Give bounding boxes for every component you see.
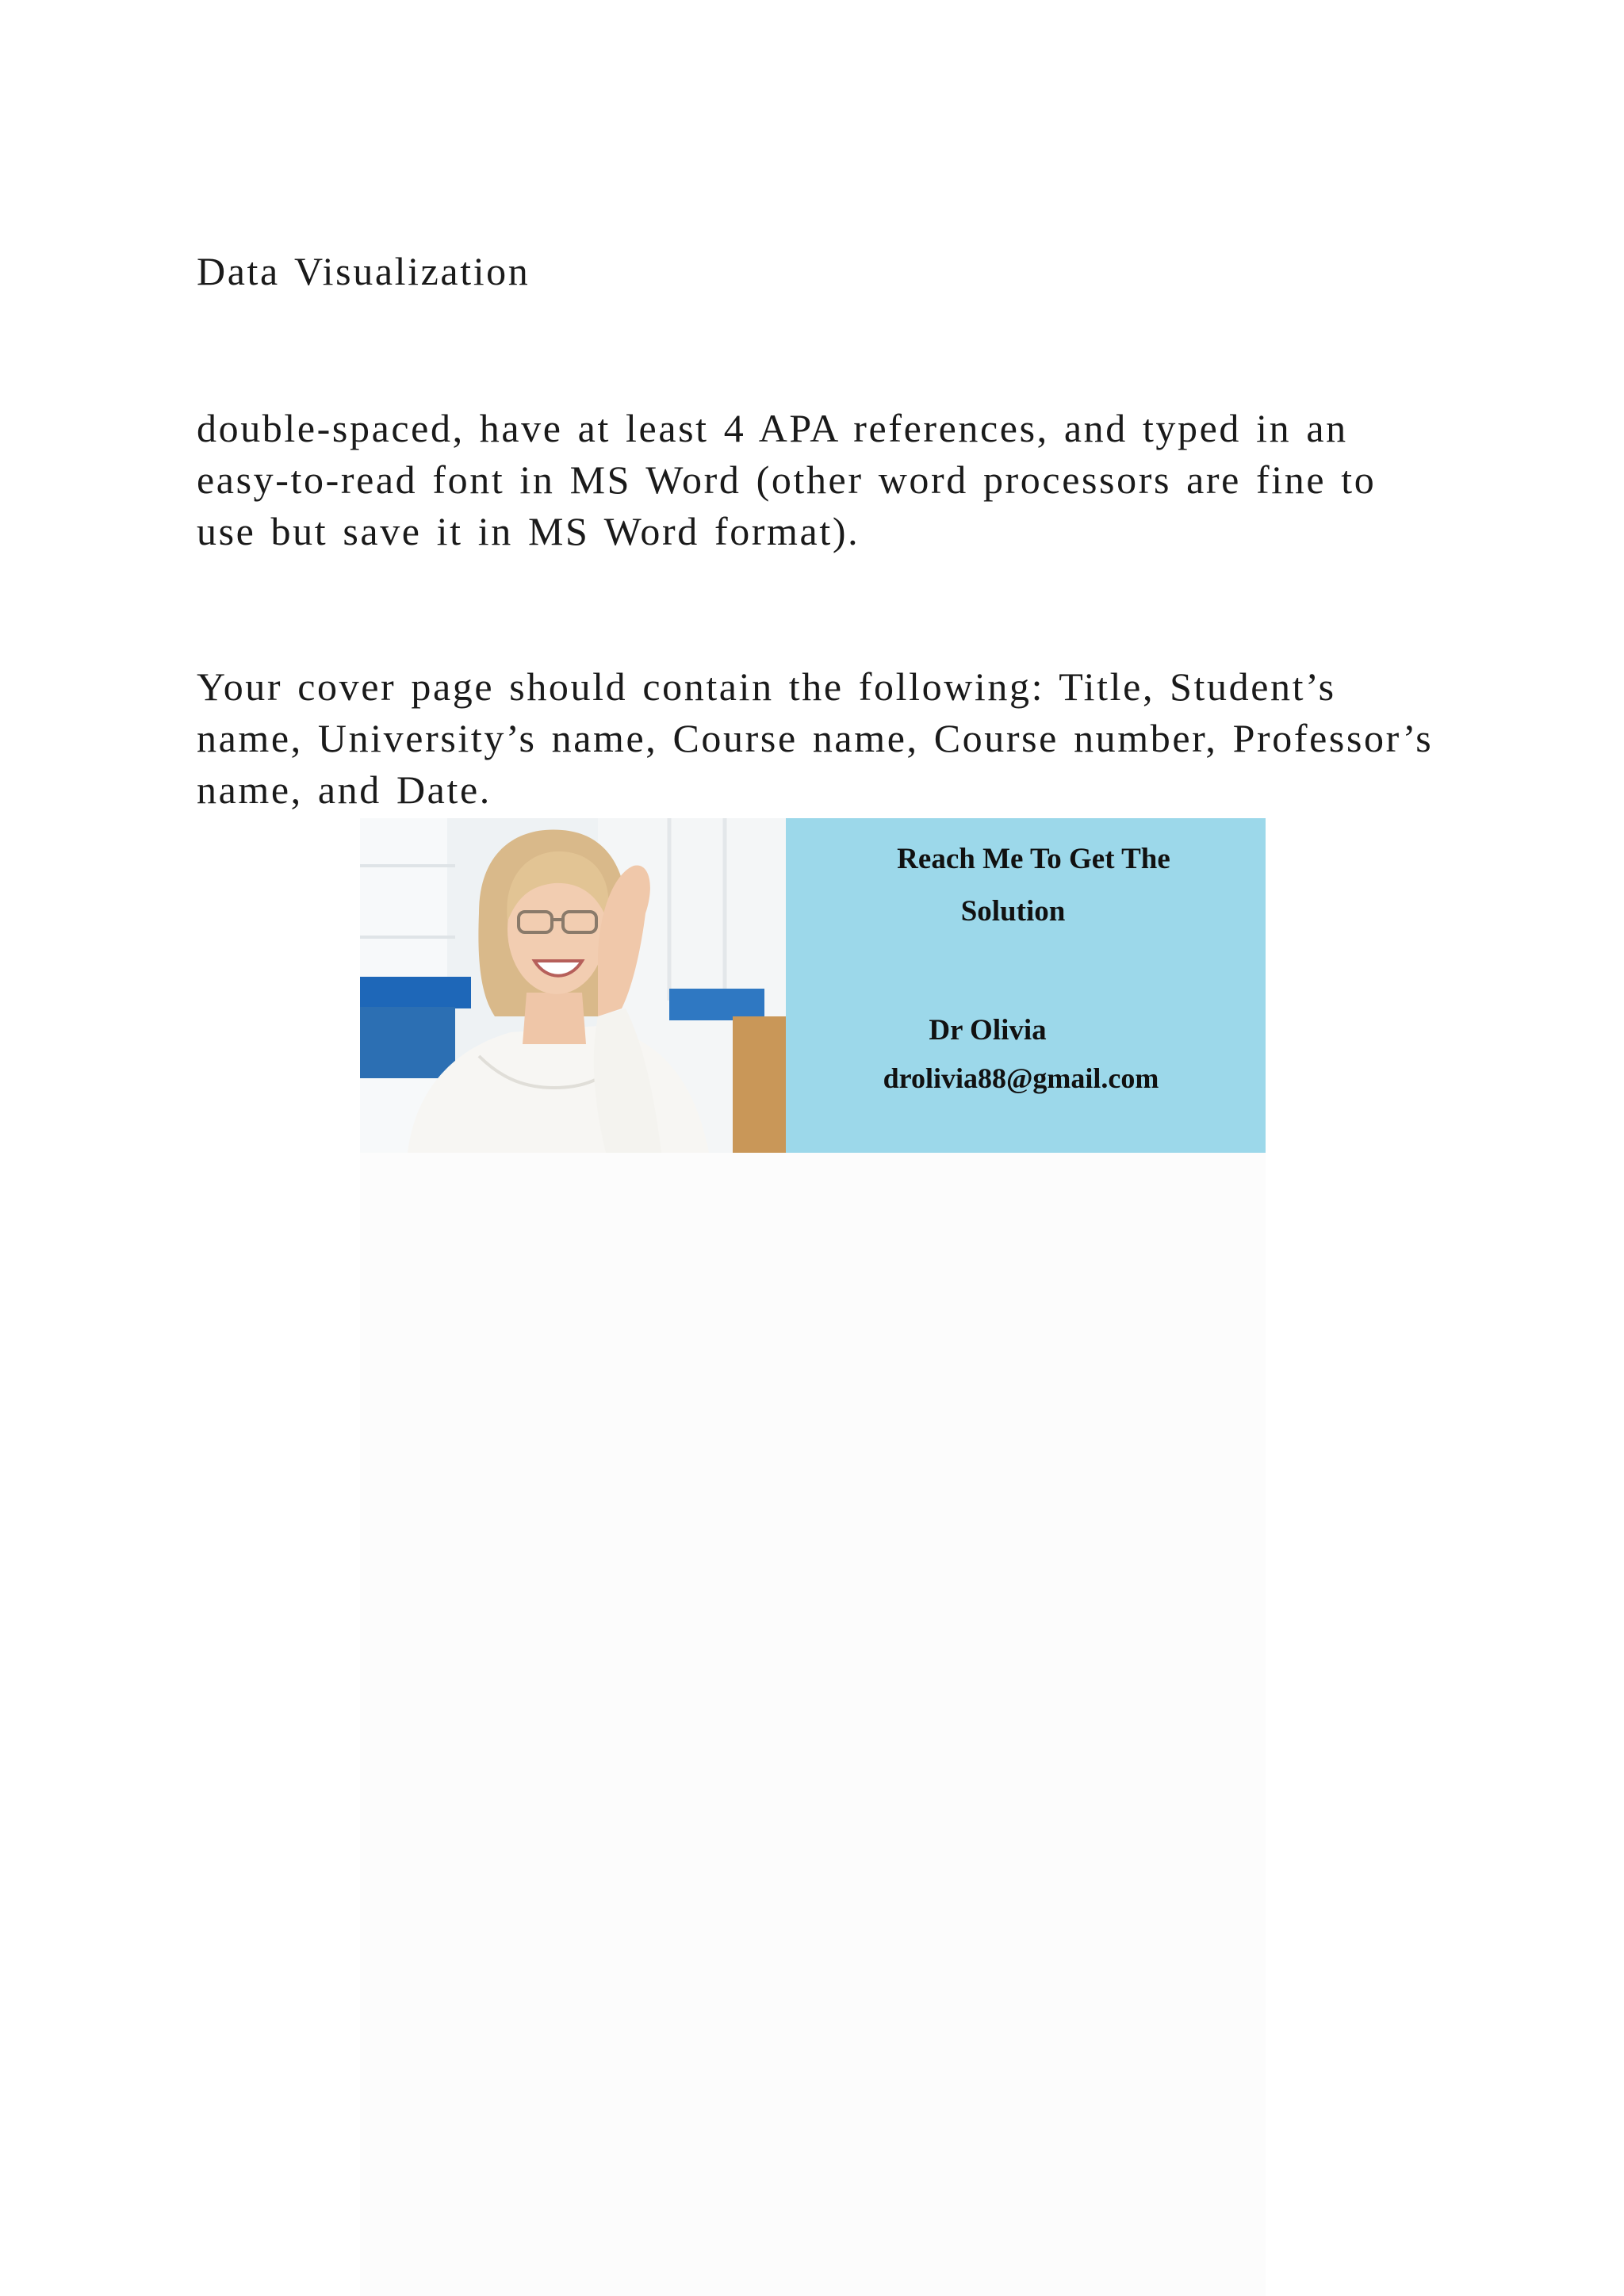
contact-info-panel bbox=[786, 818, 1266, 1153]
document-title: Data Visualization bbox=[197, 249, 530, 293]
page-shade bbox=[360, 1153, 1266, 2296]
banner-heading-line-1: Reach Me To Get The bbox=[897, 843, 1170, 875]
banner-heading-line-2: Solution bbox=[960, 895, 1066, 928]
contact-banner-image bbox=[360, 818, 1266, 1153]
cover-page-paragraph: Your cover page should contain the following: Title, Student’s name, University’s name, Course name, Course number, Professor’s name, and Date. bbox=[197, 664, 1434, 812]
smiling-woman-photo-icon bbox=[360, 818, 786, 1153]
banner-contact-email: drolivia88@gmail.com bbox=[883, 1062, 1159, 1094]
requirements-paragraph: double-spaced, have at least 4 APA references, and typed in an easy-to-read font in MS Word (other word processors are fine to use but save it in MS Word format). bbox=[197, 406, 1377, 553]
banner-contact-name: Dr Olivia bbox=[929, 1014, 1047, 1047]
